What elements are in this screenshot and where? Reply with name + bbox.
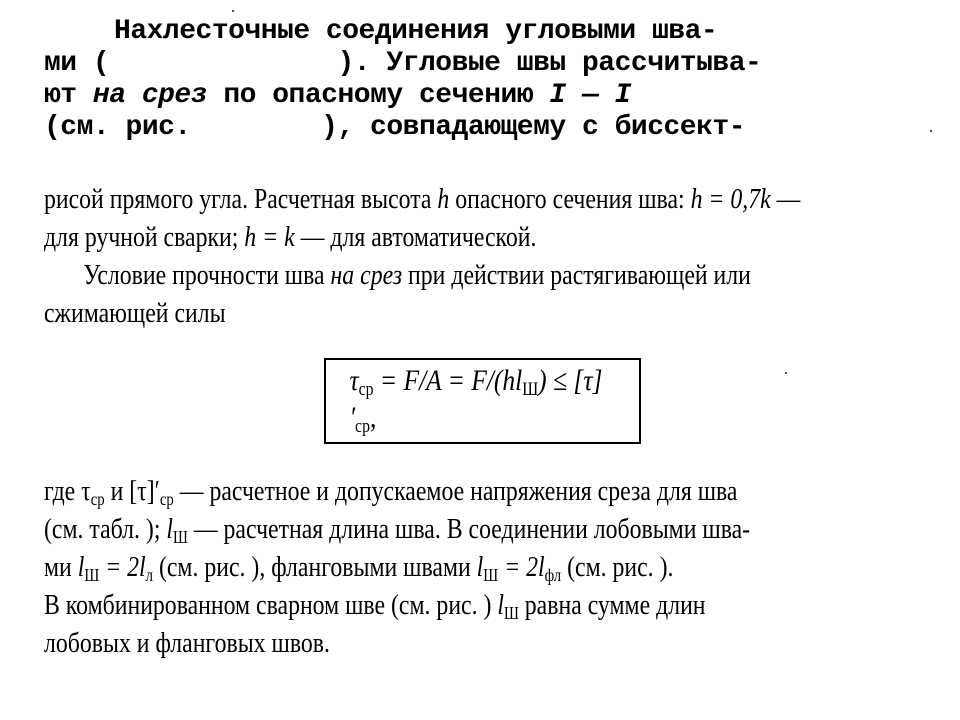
text-line: В комбинированном сварном шве (см. рис. ) $l_Ш$ равна сумме длин — [44, 589, 706, 623]
text-line: рисой прямого угла. Расчетная высота h опасного сечения шва: h = 0,7k — — [44, 183, 801, 215]
scan-speck — [930, 130, 932, 132]
text-line: ми $l_Ш = 2l_л$ (см. рис. ), фланговыми швами $l_Ш = 2l_{фл}$ (см. рис. ). — [44, 551, 674, 585]
text-line: ми ( ). Угловые швы рассчитыва- — [44, 48, 762, 79]
paragraph-lap-joints — [44, 16, 894, 144]
text-line: для ручной сварки; h = k — для автоматической. — [44, 221, 537, 253]
text-line: лобовых и фланговых швов. — [44, 627, 330, 659]
scan-speck — [785, 372, 787, 374]
scan-speck — [232, 10, 234, 12]
text-line: ют на срез по опасному сечению I — I — [44, 80, 631, 111]
paragraph-design-height — [44, 180, 801, 332]
text-line: где $\tau_{ср}$ и $[\tau]'_{ср}$ — расчетное и допускаемое напряжения среза для шва — [44, 475, 738, 509]
text-line: (см. рис. ), совпадающему с биссект- — [44, 112, 746, 143]
text-line: (см. табл. ); $l_Ш$ — расчетная длина шва. В соединении лобовыми шва- — [44, 513, 751, 547]
text-line: сжимающей силы — [44, 297, 226, 329]
text-line: Условие прочности шва на срез при действии растягивающей или — [83, 259, 751, 291]
shear-strength-formula: $\tau_{ср} = F/A = F/(hl_Ш) \le [\tau]'_{ср}$, — [324, 358, 641, 444]
text-line: Нахлесточные соединения угловыми шва- — [114, 16, 718, 47]
paragraph-definitions — [44, 472, 766, 662]
